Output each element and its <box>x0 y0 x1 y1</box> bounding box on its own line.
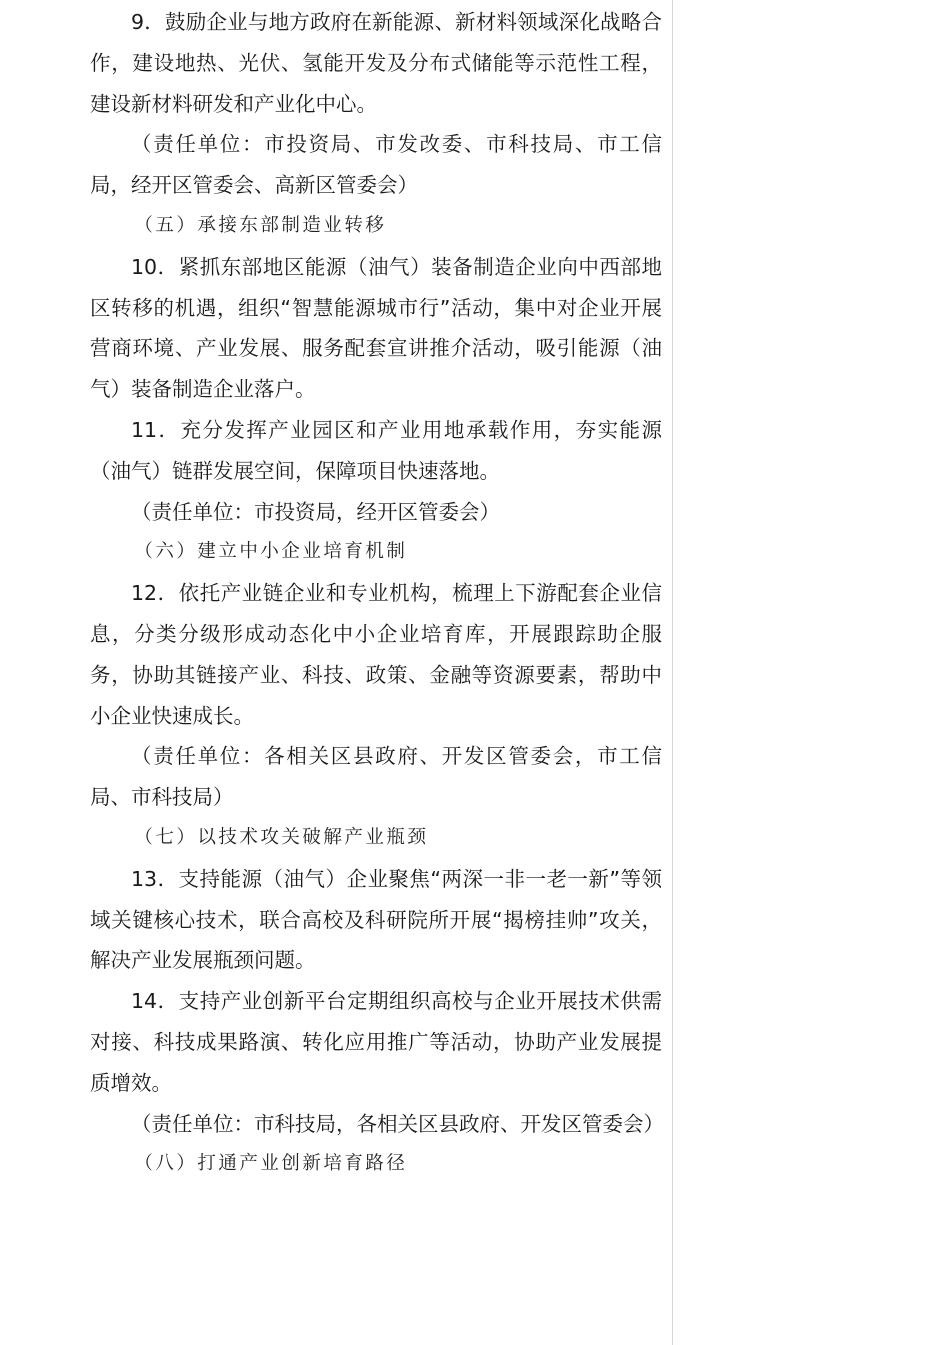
item-11-paragraph: 11．充分发挥产业园区和产业用地承载作用，夯实能源（油气）链群发展空间，保障项目快速落地。 <box>90 417 662 483</box>
section-heading-5: （五）承接东部制造业转移 <box>134 214 387 236</box>
responsible-units-paragraph: （责任单位：市投资局、市发改委、市科技局、市工信局，经开区管委会、高新区管委会） <box>90 132 662 198</box>
page-edge-divider <box>672 0 673 1345</box>
document-body <box>90 2 662 1185</box>
item-14-paragraph: 14．支持产业创新平台定期组织高校与企业开展技术供需对接、科技成果路演、转化应用推广等活动，协助产业发展提质增效。 <box>90 989 662 1095</box>
item-10-paragraph: 10．紧抓东部地区能源（油气）装备制造企业向中西部地区转移的机遇，组织“智慧能源城市行”活动，集中对企业开展营商环境、产业发展、服务配套宣讲推介活动，吸引能源（油气）装备制造企业落户。 <box>90 254 662 402</box>
responsible-units-paragraph: （责任单位：各相关区县政府、开发区管委会，市工信局、市科技局） <box>90 744 662 810</box>
responsible-units-paragraph: （责任单位：市科技局，各相关区县政府、开发区管委会） <box>131 1111 664 1136</box>
item-13-paragraph: 13．支持能源（油气）企业聚焦“两深一非一老一新”等领域关键核心技术，联合高校及科研院所开展“揭榜挂帅”攻关，解决产业发展瓶颈问题。 <box>90 866 662 973</box>
item-12-paragraph: 12．依托产业链企业和专业机构，梳理上下游配套企业信息，分类分级形成动态化中小企业培育库，开展跟踪助企服务，协助其链接产业、科技、政策、金融等资源要素，帮助中小企业快速成长。 <box>90 581 662 728</box>
section-heading-8: （八）打通产业创新培育路径 <box>134 1153 408 1175</box>
section-heading-7: （七）以技术攻关破解产业瓶颈 <box>134 826 429 848</box>
section-heading-6: （六）建立中小企业培育机制 <box>134 541 408 563</box>
responsible-units-paragraph: （责任单位：市投资局，经开区管委会） <box>131 499 500 524</box>
item-9-paragraph: 9．鼓励企业与地方政府在新能源、新材料领域深化战略合作，建设地热、光伏、氢能开发及分布式储能等示范性工程，建设新材料研发和产业化中心。 <box>90 10 662 116</box>
